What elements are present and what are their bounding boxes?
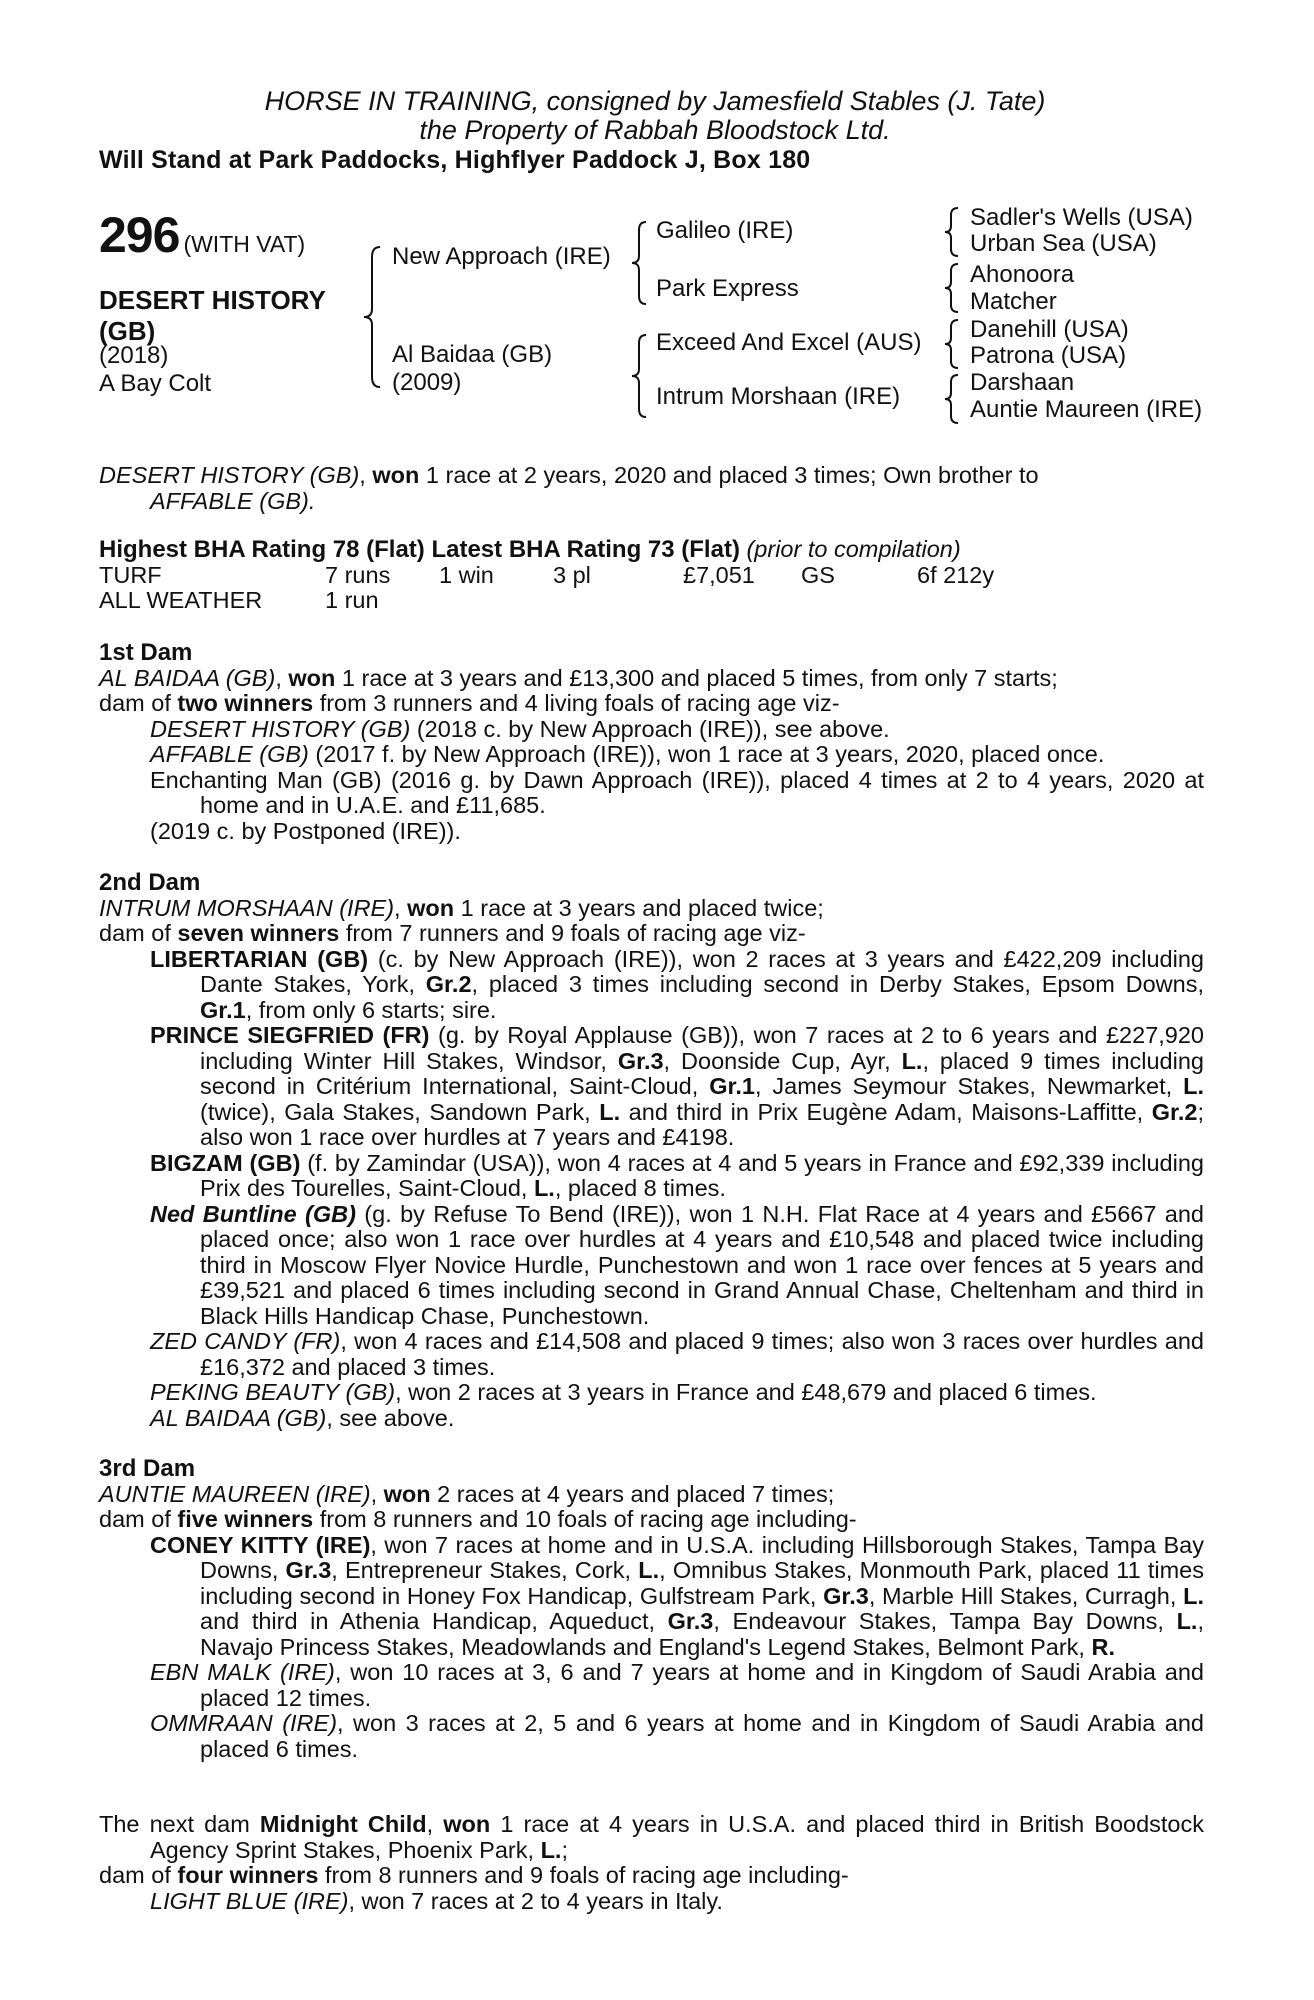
ck-t7: , Navajo Princess Stakes, Meadowlands and England's Legend Stakes, Belmont Park, — [200, 1608, 1204, 1660]
produce-3-text: Enchanting Man (GB) (2016 g. by Dawn Approach (IRE)), placed 4 times at 2 to 4 years, 2020 at home and in U.A.E. and £11,685. — [150, 766, 1204, 818]
third-dam-heading: 3rd Dam — [99, 1455, 196, 1482]
turf-going: GS — [801, 561, 835, 588]
dam1-won: won — [288, 664, 336, 691]
ps-g2: L. — [901, 1047, 923, 1074]
libertarian-name: LIBERTARIAN (GB) — [150, 945, 369, 972]
ck-t1: , won 7 races at home and in U.S.A. including Hillsborough Stakes, Tampa Bay Downs, — [200, 1531, 1204, 1583]
horse-year: (2018) — [99, 342, 169, 369]
pedigree-dds: Darshaan — [970, 369, 1075, 396]
aw-runs: 1 run — [325, 587, 379, 613]
rating-block — [99, 537, 1204, 614]
dam1-winners: two winners — [177, 690, 314, 716]
ps-t7: ; also won 1 race over hurdles at 7 years and £4198. — [200, 1098, 1204, 1150]
ck-t4: , Marble Hill Stakes, Curragh, — [868, 1582, 1184, 1609]
ck-t6: , Endeavour Stakes, Tampa Bay Downs, — [713, 1608, 1177, 1634]
summary-brother: AFFABLE (GB). — [150, 487, 316, 514]
vat-label: (WITH VAT) — [183, 231, 306, 257]
ck-t3: , Omnibus Stakes, Monmouth Park, placed 11 times including second in Honey Fox Handicap, Gulfstream Park, — [200, 1557, 1204, 1609]
pedigree-dam-year: (2009) — [392, 369, 462, 396]
summary-text: 1 race at 2 years, 2020 and placed 3 times; Own brother to — [419, 462, 1039, 488]
turf-runs: 7 runs — [325, 561, 391, 588]
dam3-foals: from 8 runners and 10 foals of racing age including- — [313, 1506, 857, 1532]
libertarian-t3: , from only 6 starts; sire. — [245, 996, 497, 1023]
next-intro: The next dam — [99, 1811, 260, 1837]
next-dam-name: Midnight Child — [259, 1811, 427, 1837]
dam3-name: AUNTIE MAUREEN (IRE) — [99, 1480, 371, 1507]
pedigree-sss: Sadler's Wells (USA) — [970, 204, 1193, 231]
dam1-name: AL BAIDAA (GB) — [99, 664, 276, 691]
next-t3: ; — [561, 1836, 568, 1863]
turf-row — [99, 563, 1204, 589]
rating-heading: Highest BHA Rating 78 (Flat) Latest BHA Rating 73 (Flat) — [99, 536, 740, 563]
dam2-won: won — [407, 894, 455, 921]
ps-g5: L. — [599, 1098, 621, 1125]
ck-g4: L. — [1183, 1582, 1204, 1609]
horse-description: A Bay Colt — [99, 370, 212, 397]
pedigree-sire-dam: Park Express — [656, 275, 799, 302]
ck-g1: Gr.3 — [285, 1557, 332, 1583]
libertarian-g2: Gr.1 — [200, 996, 246, 1023]
ck-g7: R. — [1091, 1633, 1115, 1660]
turf-distance: 6f 212y — [917, 561, 995, 588]
dam3-record: 2 races at 4 years and placed 7 times; — [430, 1480, 835, 1507]
ck-g3: Gr.3 — [823, 1582, 869, 1609]
next-dam-section: The next dam Midnight Child, won 1 race at 4 years in U.S.A. and placed third in British Boodstock Agency Sprint Stakes, Phoenix Park, L.; dam of four winners from 8 runners and 9 foals of racing age including- LIGHT BLUE (IRE), won 7 races at 2 to 4 years in Italy. — [99, 1811, 1205, 1914]
produce-1-name: DESERT HISTORY (GB) — [150, 715, 411, 742]
turf-placed: 3 pl — [553, 561, 591, 588]
pedigree-bracket-dam — [628, 333, 650, 419]
ab-name: AL BAIDAA (GB) — [150, 1404, 327, 1431]
pedigree-bracket-ss — [940, 206, 962, 258]
pedigree-sds: Ahonoora — [970, 261, 1075, 288]
horse-origin: (GB) — [99, 316, 156, 346]
bz-t2: , placed 8 times. — [554, 1175, 726, 1201]
dam1-damof: dam of — [99, 690, 178, 716]
pedigree-ssd: Urban Sea (USA) — [970, 230, 1157, 257]
ps-t4: , James Seymour Stakes, Newmarket, — [754, 1073, 1184, 1099]
dam1-record: 1 race at 3 years and £13,300 and placed 5 times, from only 7 starts; — [335, 664, 1058, 691]
ps-t3: , placed 9 times including second in Critérium International, Saint-Cloud, — [200, 1047, 1204, 1099]
produce-ommraan — [99, 1711, 1204, 1762]
ps-g1: Gr.3 — [617, 1047, 664, 1074]
next-record: 1 race at 4 years in U.S.A. and placed third in British Boodstock Agency Sprint Stakes, Phoenix Park, — [150, 1811, 1205, 1863]
pedigree-sdd: Matcher — [970, 288, 1057, 315]
om-name: OMMRAAN (IRE) — [150, 1710, 338, 1736]
lot-number-block — [99, 206, 305, 264]
pb-name: PEKING BEAUTY (GB) — [150, 1379, 396, 1405]
pedigree-dsd: Patrona (USA) — [970, 342, 1127, 369]
ps-g4: L. — [1183, 1073, 1204, 1099]
owner-line: the Property of Rabbah Bloodstock Ltd. — [419, 115, 891, 145]
ps-t5: (twice), Gala Stakes, Sandown Park, — [200, 1098, 600, 1125]
ps-t2: , Doonside Cup, Ayr, — [663, 1047, 902, 1074]
pedigree-dss: Danehill (USA) — [970, 316, 1129, 343]
produce-coney-kitty — [99, 1533, 1204, 1661]
dam3-damof: dam of — [99, 1506, 178, 1532]
racing-summary: DESERT HISTORY (GB), won 1 race at 2 years, 2020 and placed 3 times; Own brother to AFFABLE (GB). — [99, 462, 1039, 514]
pedigree-sire-sire: Galileo (IRE) — [656, 217, 794, 244]
produce-ebn-malk — [99, 1660, 1204, 1711]
ck-t5: and third in Athenia Handicap, Aqueduct, — [200, 1608, 668, 1634]
next-winners: four winners — [177, 1862, 319, 1888]
horse-name: DESERT HISTORY — [99, 285, 326, 315]
consignor-line: HORSE IN TRAINING, consigned by Jamesfield Stables (J. Tate) — [264, 86, 1046, 116]
dam2-damof: dam of — [99, 920, 178, 946]
libertarian-t1: (c. by New Approach (IRE)), won 2 races at 3 years and £422,209 including Dante Stakes, York, — [200, 945, 1204, 997]
pedigree-sire: New Approach (IRE) — [392, 243, 611, 270]
dam3-won: won — [383, 1480, 431, 1507]
produce-peking-beauty — [99, 1380, 1204, 1406]
nb-name: Ned Buntline (GB) — [150, 1200, 356, 1227]
ck-name: CONEY KITTY (IRE) — [150, 1531, 371, 1558]
ck-g6: L. — [1176, 1608, 1198, 1634]
pedigree-bracket-dd — [940, 373, 962, 425]
rating-note: (prior to compilation) — [746, 536, 961, 562]
produce-2-text: (2017 f. by New Approach (IRE)), won 1 race at 3 years, 2020, placed once. — [308, 741, 1105, 767]
om-t1: , won 3 races at 2, 5 and 6 years at home and in Kingdom of Saudi Arabia and placed 6 times. — [200, 1710, 1204, 1762]
ck-t2: , Entrepreneur Stakes, Cork, — [331, 1557, 639, 1583]
ab-t1: , see above. — [326, 1404, 455, 1431]
next-won: won — [443, 1811, 491, 1837]
bz-name: BIGZAM (GB) — [150, 1149, 301, 1176]
pedigree-bracket-sire — [628, 220, 650, 306]
dam2-name: INTRUM MORSHAAN (IRE) — [99, 894, 395, 921]
aw-label: ALL WEATHER — [99, 587, 263, 613]
pedigree-dam: Al Baidaa (GB) — [392, 341, 553, 368]
pedigree-ddd: Auntie Maureen (IRE) — [970, 396, 1203, 423]
all-weather-row — [99, 588, 1204, 614]
ck-g5: Gr.3 — [667, 1608, 714, 1634]
em-t1: , won 10 races at 3, 6 and 7 years at home and in Kingdom of Saudi Arabia and placed 12 times. — [200, 1659, 1205, 1711]
produce-al-baidaa — [99, 1406, 1204, 1432]
lb-t1: , won 7 races at 2 to 4 years in Italy. — [348, 1887, 723, 1914]
bz-t1: (f. by Zamindar (USA)), won 4 races at 4 and 5 years in France and £92,339 including Prix des Tourelles, Saint-Cloud, — [200, 1149, 1204, 1201]
summary-won: won — [372, 462, 420, 488]
dam2-record: 1 race at 3 years and placed twice; — [454, 894, 824, 921]
second-dam-section: 2nd Dam INTRUM MORSHAAN (IRE), won 1 race at 3 years and placed twice; dam of seven winners from 7 runners and 9 foals of racing age viz- LIBERTARIAN (GB) (c. by New Approach (IRE)), won 2 races at 3 years and £422,209 including Dante Stakes, York, Gr.2, placed 3 times including second in Derby Stakes, Epsom Downs, Gr.1, from only 6 starts; sire. PRINCE SIEGFRIED (FR) (g. by Royal Applause (GB)), won 7 races at 2 to 6 years and £227,920 including Winter Hill Stakes, Windsor, Gr.3, Doonside Cup, Ayr, L., placed 9 times including second in Critérium International, Saint-Cloud, Gr.1, James Seymour Stakes, Newmarket, L. (twice), Gala Stakes, Sandown Park, L. and third in Prix Eugène Adam, Maisons-Laffitte, Gr.2; also won 1 race over hurdles at 7 years and £4198. BIGZAM (GB) (f. by Zamindar (USA)), won 4 races at 4 and 5 years in France and £92,339 including Prix des Tourelles, Saint-Cloud, L., placed 8 times. Ned Buntline (GB) (g. by Refuse To Bend (IRE)), won 1 N.H. Flat Race at 4 years and £5667 and placed once; also won 1 race over hurdles at 4 years and £10,548 and placed twice including third in Moscow Flyer Novice Hurdle, Punchestown and won 1 race over fences at 5 years and £39,521 and placed 6 times including second in Grand Annual Chase, Cheltenham and third in Black Hills Handicap Chase, Punchestown. ZED CANDY (FR), won 4 races and £14,508 and placed 9 times; also won 3 races over hurdles and £16,372 and placed 3 times. PEKING BEAUTY (GB), won 2 races at 3 years in France and £48,679 and placed 6 times. AL BAIDAA (GB), see above. — [99, 869, 1205, 1431]
produce-bigzam — [99, 1151, 1204, 1202]
pedigree-dam-dam: Intrum Morshaan (IRE) — [656, 383, 901, 410]
nb-t1: (g. by Refuse To Bend (IRE)), won 1 N.H. Flat Race at 4 years and £5667 and placed once; also won 1 race over hurdles at 4 years and £10,548 and placed twice including third in Moscow Flyer Novice Hurdle, Punchestown and won 1 race over fences at 5 years and £39,521 and placed 6 times including second in Grand Annual Chase, Cheltenham and third in Black Hills Handicap Chase, Punchestown. — [200, 1200, 1204, 1329]
ps-t6: and third in Prix Eugène Adam, Maisons-Laffitte, — [620, 1098, 1152, 1125]
pedigree-bracket-main — [360, 245, 384, 390]
pedigree-bracket-ds — [940, 318, 962, 370]
next-foals: from 8 runners and 9 foals of racing age including- — [318, 1862, 849, 1888]
zc-name: ZED CANDY (FR) — [150, 1328, 341, 1354]
summary-horse-name: DESERT HISTORY (GB) — [99, 462, 360, 488]
bz-g1: L. — [533, 1175, 555, 1201]
pedigree-bracket-sd — [940, 262, 962, 314]
libertarian-g1: Gr.2 — [425, 971, 472, 997]
dam2-foals: from 7 runners and 9 foals of racing age viz- — [339, 920, 806, 946]
turf-wins: 1 win — [439, 561, 494, 588]
stand-location: Will Stand at Park Paddocks, Highflyer Paddock J, Box 180 — [99, 146, 811, 174]
dam1-foals: from 3 runners and 4 living foals of racing age viz- — [313, 690, 840, 716]
em-name: EBN MALK (IRE) — [150, 1659, 335, 1685]
pb-t1: , won 2 races at 3 years in France and £48,679 and placed 6 times. — [395, 1379, 1097, 1405]
lot-number: 296 — [99, 207, 180, 263]
ps-g3: Gr.1 — [709, 1073, 755, 1099]
libertarian-t2: , placed 3 times including second in Derby Stakes, Epsom Downs, — [471, 971, 1204, 997]
pedigree-dam-sire: Exceed And Excel (AUS) — [656, 329, 922, 356]
ps-name: PRINCE SIEGFRIED (FR) — [150, 1022, 430, 1048]
next-g1: L. — [540, 1836, 562, 1863]
first-dam-section: 1st Dam AL BAIDAA (GB), won 1 race at 3 years and £13,300 and placed 5 times, from only 7 starts; dam of two winners from 3 runners and 4 living foals of racing age viz- DESERT HISTORY (GB) (2018 c. by New Approach (IRE)), see above. AFFABLE (GB) (2017 f. by New Approach (IRE)), won 1 race at 3 years, 2020, placed once. Enchanting Man (GB) (2016 g. by Dawn Approach (IRE)), placed 4 times at 2 to 4 years, 2020 at home and in U.A.E. and £11,685. (2019 c. by Postponed (IRE)). — [99, 639, 1204, 844]
first-dam-heading: 1st Dam — [99, 639, 193, 666]
turf-label: TURF — [99, 561, 162, 588]
produce-zed-candy — [99, 1329, 1204, 1380]
ps-g6: Gr.2 — [1151, 1098, 1198, 1125]
ck-g2: L. — [638, 1557, 660, 1583]
produce-1-text: (2018 c. by New Approach (IRE)), see above. — [410, 715, 890, 742]
zc-t1: , won 4 races and £14,508 and placed 9 times; also won 3 races over hurdles and £16,372 and placed 3 times. — [200, 1328, 1204, 1380]
lb-name: LIGHT BLUE (IRE) — [150, 1887, 349, 1914]
produce-prince-siegfried — [99, 1023, 1204, 1151]
dam2-winners: seven winners — [177, 920, 340, 946]
ps-t1: (g. by Royal Applause (GB)), won 7 races at 2 to 6 years and £227,920 including Winter Hill Stakes, Windsor, — [200, 1022, 1205, 1074]
produce-2-name: AFFABLE (GB) — [150, 741, 309, 767]
produce-ned-buntline — [99, 1202, 1204, 1330]
dam3-winners: five winners — [177, 1506, 314, 1532]
produce-libertarian — [99, 947, 1204, 1024]
produce-4-text: (2019 c. by Postponed (IRE)). — [150, 817, 461, 844]
second-dam-heading: 2nd Dam — [99, 869, 201, 896]
third-dam-section: 3rd Dam AUNTIE MAUREEN (IRE), won 2 races at 4 years and placed 7 times; dam of five winners from 8 runners and 10 foals of racing age including- CONEY KITTY (IRE), won 7 races at home and in U.S.A. including Hillsborough Stakes, Tampa Bay Downs, Gr.3, Entrepreneur Stakes, Cork, L., Omnibus Stakes, Monmouth Park, placed 11 times including second in Honey Fox Handicap, Gulfstream Park, Gr.3, Marble Hill Stakes, Curragh, L. and third in Athenia Handicap, Aqueduct, Gr.3, Endeavour Stakes, Tampa Bay Downs, L., Navajo Princess Stakes, Meadowlands and England's Legend Stakes, Belmont Park, R. EBN MALK (IRE), won 10 races at 3, 6 and 7 years at home and in Kingdom of Saudi Arabia and placed 12 times. OMMRAAN (IRE), won 3 races at 2, 5 and 6 years at home and in Kingdom of Saudi Arabia and placed 6 times. — [99, 1455, 1205, 1762]
turf-earnings: £7,051 — [683, 561, 755, 588]
next-damof: dam of — [99, 1862, 178, 1888]
